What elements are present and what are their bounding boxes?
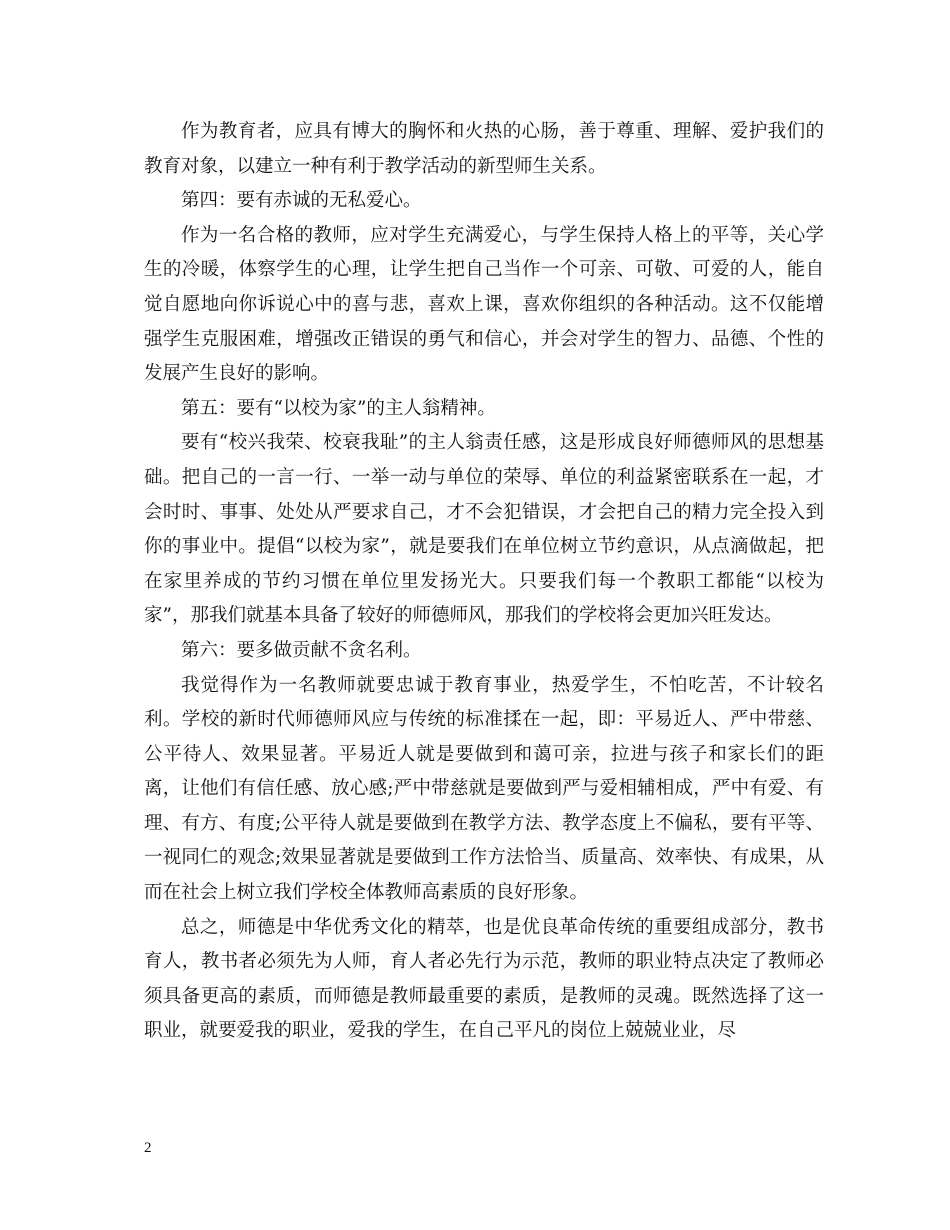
page-number: 2: [144, 1140, 152, 1156]
document-body: [144, 115, 824, 1049]
paragraph: 总之，师德是中华优秀文化的精萃，也是优良革命传统的重要组成部分，教书育人，教书者必须先为人师，育人者必先行为示范，教师的职业特点决定了教师必须具备更高的素质，而师德是教师最重要的素质，是教师的灵魂。既然选择了这一职业，就要爱我的职业，爱我的学生，在自己平凡的岗位上兢兢业业，尽: [144, 916, 824, 1042]
paragraph: 要有“校兴我荣、校衰我耻”的主人翁责任感，这是形成良好师德师风的思想基础。把自己的一言一行、一举一动与单位的荣辱、单位的利益紧密联系在一起，才会时时、事事、处处从严要求自己，才不会犯错误，才会把自己的精力完全投入到你的事业中。提倡“以校为家”，就是要我们在单位树立节约意识，从点滴做起，把在家里养成的节约习惯在单位里发扬光大。只要我们每一个教职工都能“以校为家”，那我们就基本具备了较好的师德师风，那我们的学校将会更加兴旺发达。: [144, 432, 824, 627]
section-heading-6: 第六：要多做贡献不贪名利。: [181, 639, 422, 661]
paragraph: 作为一名合格的教师，应对学生充满爱心，与学生保持人格上的平等，关心学生的冷暖，体察学生的心理，让学生把自己当作一个可亲、可敬、可爱的人，能自觉自愿地向你诉说心中的喜与悲，喜欢上课，喜欢你组织的各种活动。这不仅能增强学生克服困难，增强改正错误的勇气和信心，并会对学生的智力、品德、个性的发展产生良好的影响。: [144, 224, 824, 385]
section-heading-5: 第五：要有“以校为家”的主人翁精神。: [181, 397, 496, 419]
paragraph: 作为教育者，应具有博大的胸怀和火热的心肠，善于尊重、理解、爱护我们的教育对象，以建立一种有利于教学活动的新型师生关系。: [144, 121, 824, 177]
section-heading-4: 第四：要有赤诚的无私爱心。: [181, 190, 422, 212]
paragraph: 我觉得作为一名教师就要忠诚于教育事业，热爱学生，不怕吃苦，不计较名利。学校的新时代师德师风应与传统的标准揉在一起，即：平易近人、严中带慈、公平待人、效果显著。平易近人就是要做到和蔼可亲，拉进与孩子和家长们的距离，让他们有信任感、放心感;严中带慈就是要做到严与爱相辅相成，严中有爱、有理、有方、有度;公平待人就是要做到在教学方法、教学态度上不偏私，要有平等、一视同仁的观念;效果显著就是要做到工作方法恰当、质量高、效率快、有成果，从而在社会上树立我们学校全体教师高素质的良好形象。: [144, 674, 824, 904]
